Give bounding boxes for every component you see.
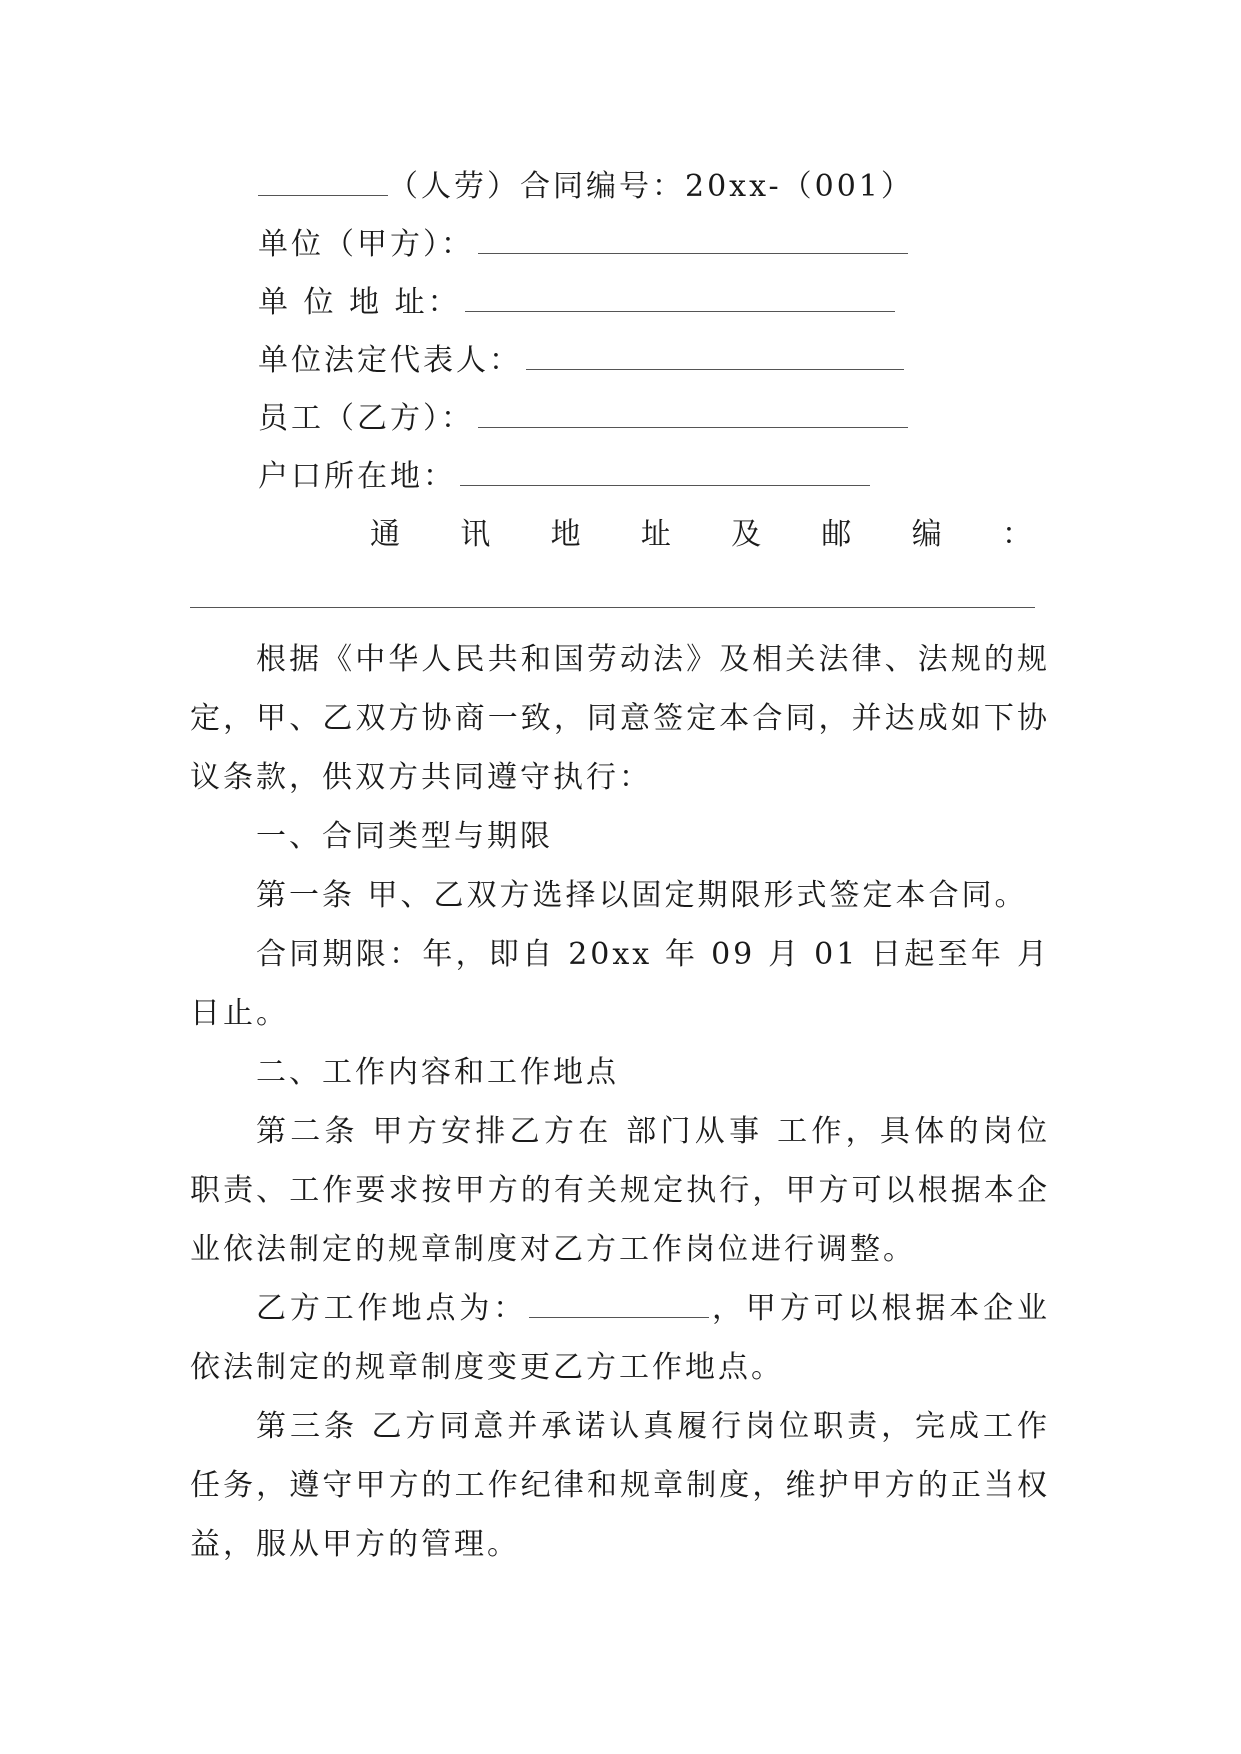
field-mailing — [370, 515, 1035, 555]
work-location-suffix: ，甲方可以根据本企业依法制定的规章制度变更乙方工作地点。 — [190, 1291, 1051, 1385]
mailing-char: 讯 — [460, 517, 494, 552]
mailing-char: 邮 — [821, 517, 855, 552]
work-location-prefix: 乙方工作地点为： — [256, 1291, 528, 1326]
unit-address-blank[interactable] — [465, 283, 895, 312]
field-label-unit-address: 单 位 地 址： — [258, 285, 461, 320]
article-3: 第三条 乙方同意并承诺认真履行岗位职责，完成工作任务，遵守甲方的工作纪律和规章制度，维护甲方的正当权益，服从甲方的管理。 — [190, 1409, 1050, 1562]
section-heading-1: 一、合同类型与期限 — [256, 819, 553, 854]
field-hukou — [258, 457, 870, 497]
party-b-blank[interactable] — [478, 399, 908, 428]
contract-number: （人劳）合同编号：20xx-（001） — [388, 169, 914, 204]
blank-underline[interactable] — [258, 167, 388, 196]
hukou-blank[interactable] — [460, 457, 870, 486]
contract-number-line — [258, 167, 914, 207]
mailing-char: 地 — [550, 517, 584, 552]
field-legal-rep — [258, 341, 904, 381]
field-label-hukou: 户口所在地： — [258, 459, 456, 494]
mailing-blank[interactable] — [190, 607, 1035, 608]
field-label-legal-rep: 单位法定代表人： — [258, 343, 522, 378]
contract-term: 合同期限：年，即自 20xx 年 09 月 01 日起至年 月日止。 — [190, 937, 1050, 1031]
article-2: 第二条 甲方安排乙方在 部门从事 工作，具体的岗位职责、工作要求按甲方的有关规定执行，甲方可以根据本企业依法制定的规章制度对乙方工作岗位进行调整。 — [190, 1114, 1050, 1267]
field-label-party-b: 员工（乙方）： — [258, 401, 474, 436]
work-location-blank[interactable] — [529, 1289, 709, 1318]
mailing-char: 通 — [370, 517, 403, 552]
party-a-blank[interactable] — [478, 225, 908, 254]
mailing-char: 址 — [640, 517, 674, 552]
article-1: 第一条 甲、乙双方选择以固定期限形式签定本合同。 — [256, 878, 1028, 913]
legal-rep-blank[interactable] — [526, 341, 904, 370]
mailing-char: 及 — [731, 517, 765, 552]
mailing-char: ： — [1001, 517, 1035, 552]
intro-paragraph: 根据《中华人民共和国劳动法》及相关法律、法规的规定，甲、乙双方协商一致，同意签定本合同，并达成如下协议条款，供双方共同遵守执行： — [190, 642, 1050, 795]
work-location — [190, 1279, 1050, 1397]
mailing-char: 编 — [911, 517, 945, 552]
field-party-a — [258, 225, 908, 265]
section-heading-2: 二、工作内容和工作地点 — [256, 1055, 619, 1090]
field-label-party-a: 单位（甲方）： — [258, 227, 474, 262]
field-unit-address — [258, 283, 895, 323]
field-party-b — [258, 399, 908, 439]
